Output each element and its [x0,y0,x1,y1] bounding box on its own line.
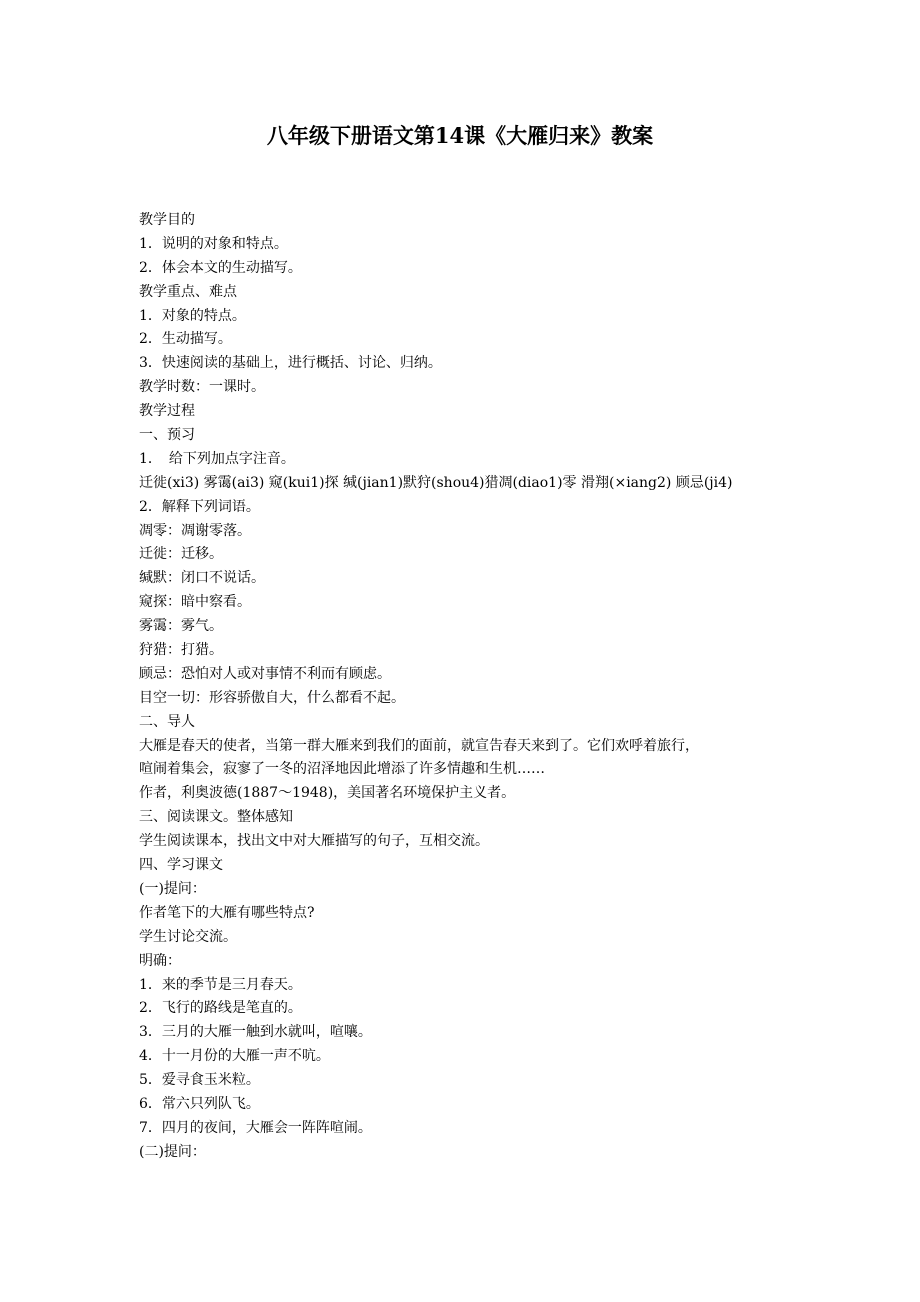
text-line: 一、预习 [139,427,195,444]
text-line: 窥探：暗中察看。 [139,594,251,611]
text-line: 顾忌：恐怕对人或对事情不利而有顾虑。 [139,665,391,682]
text-line: 学生阅读课本，找出文中对大雁描写的句子，互相交流。 [139,833,489,850]
text-line: 教学重点、难点 [139,283,237,300]
text-line: 目空一切：形容骄傲自大，什么都看不起。 [139,689,405,706]
text-line: 7．四月的夜间，大雁会一阵阵喧闹。 [139,1119,372,1136]
text-line: 2．体会本文的生动描写。 [139,259,302,276]
text-line: 2．生动描写。 [139,331,232,348]
text-line: 2．飞行的路线是笔直的。 [139,1000,302,1017]
text-line: 1．说明的对象和特点。 [139,235,288,252]
text-line: 2．解释下列词语。 [139,498,260,515]
text-line: 1．来的季节是三月春天。 [139,976,302,993]
text-line: 1．对象的特点。 [139,307,246,324]
text-line: 教学目的 [139,212,195,228]
text-line: 大雁是春天的使者，当第一群大雁来到我们的面前，就宣告春天来到了。它们欢呼着旅行， [139,737,699,754]
text-line: 教学时数：一课时。 [139,379,265,396]
text-line: 6．常六只列队飞。 [139,1095,260,1112]
text-line: 二、导人 [139,713,195,730]
text-line: 4．十一月份的大雁一声不吭。 [139,1048,330,1065]
text-line: 缄默：闭口不说话。 [139,570,265,587]
text-line: 明确： [139,952,181,969]
text-line: 作者笔下的大雁有哪些特点? [139,904,315,921]
text-line: 迁徙(xi3) 雾霭(ai3) 窥(kui1)探 缄(jian1)默狩(shou4)猎凋(diao1)零 滑翔(×iang2) 顾忌(ji4) [139,474,733,491]
text-line: 3．快速阅读的基础上，进行概括、讨论、归纳。 [139,355,442,372]
text-line: (二)提问： [139,1143,206,1160]
text-line: 凋零：凋谢零落。 [139,522,251,539]
text-line: 四、学习课文 [139,857,223,874]
text-line: 作者，利奥波德(1887～1948)，美国著名环境保护主义者。 [139,785,516,802]
text-line: 3．三月的大雁一触到水就叫，喧嚷。 [139,1024,372,1041]
text-line: 学生讨论交流。 [139,928,237,945]
document-title: 八年级下册语文第14课《大雁归来》教案 [266,123,654,148]
text-line: 狩猎：打猎。 [139,642,223,659]
text-line: 喧闹着集会，寂寥了一冬的沼泽地因此增添了许多情趣和生机…… [139,761,545,778]
text-line: 1． 给下列加点字注音。 [139,450,295,467]
text-line: (一)提问： [139,880,206,897]
text-line: 教学过程 [139,403,195,420]
text-line: 5．爱寻食玉米粒。 [139,1072,260,1089]
text-line: 雾霭：雾气。 [139,618,223,635]
text-line: 迁徙：迁移。 [139,546,223,563]
document-body [139,209,799,1165]
text-line: 三、阅读课文。整体感知 [139,809,293,826]
